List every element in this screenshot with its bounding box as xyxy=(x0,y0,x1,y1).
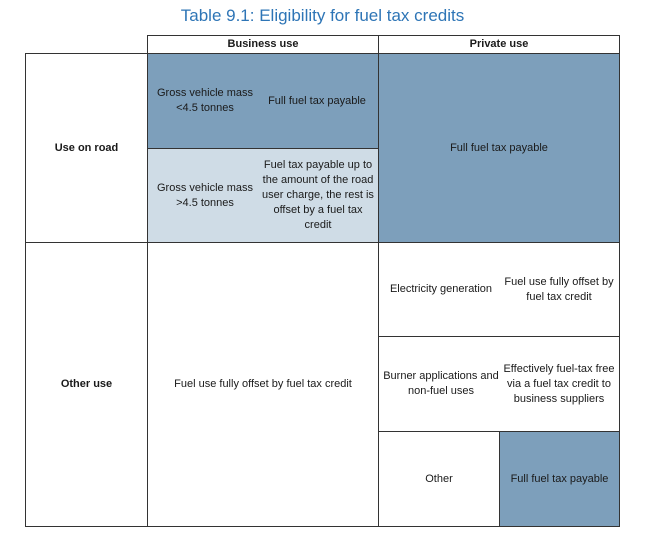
road-business-heavy-vehicle-cell xyxy=(147,148,379,243)
other-private-other-treatment-cell: Full fuel tax payable xyxy=(499,431,620,527)
other-private-electricity-cell xyxy=(378,242,620,337)
other-business-cell: Fuel use fully offset by fuel tax credit xyxy=(147,242,379,527)
road-private-cell: Full fuel tax payable xyxy=(378,53,620,243)
other-private-electricity-use: Electricity generation xyxy=(389,283,493,295)
road-business-light-condition: Gross vehicle mass <4.5 tonnes xyxy=(157,87,253,114)
other-private-burner-use: Burner applications and non-fuel uses xyxy=(383,370,499,397)
road-business-heavy-condition: Gross vehicle mass >4.5 tonnes xyxy=(157,181,253,209)
column-header-private-use: Private use xyxy=(378,35,620,54)
other-private-other-use-cell: Other xyxy=(378,431,500,527)
road-business-light-vehicle-cell xyxy=(147,53,379,149)
other-private-burner-cell xyxy=(378,336,620,432)
road-business-light-treatment: Full fuel tax payable xyxy=(268,94,366,107)
road-business-heavy-treatment: Fuel tax payable up to the amount of the road user charge, the rest is offset by a fuel tax credit xyxy=(262,159,374,231)
other-private-electricity-treatment: Fuel use fully offset by fuel tax credit xyxy=(504,275,614,303)
other-private-burner-treatment: Effectively fuel-tax free via a fuel tax credit to business suppliers xyxy=(503,362,615,405)
row-header-other-use: Other use xyxy=(25,242,148,527)
table-title: Table 9.1: Eligibility for fuel tax credits xyxy=(180,6,465,25)
column-header-business-use: Business use xyxy=(147,35,379,54)
row-header-use-on-road: Use on road xyxy=(25,53,148,243)
